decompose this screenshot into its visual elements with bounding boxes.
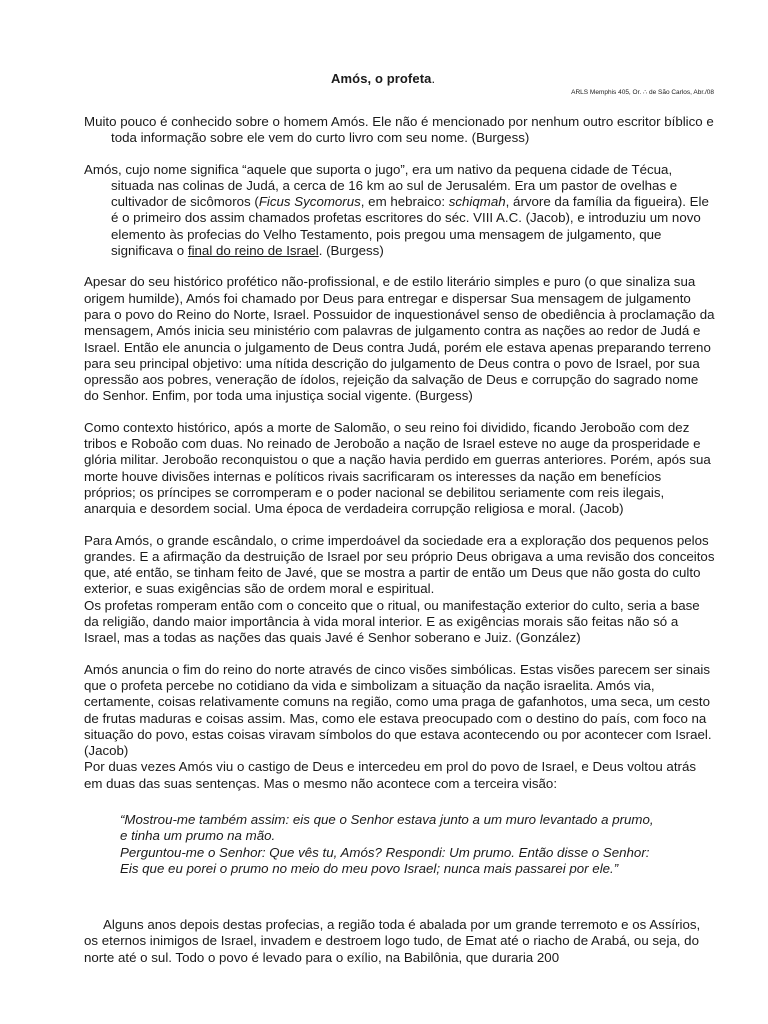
paragraph-biography [84, 162, 716, 260]
biography-text-g: . (Burgess) [318, 243, 384, 259]
biography-underlined-phrase: final do reino de Israel [187, 243, 319, 259]
paragraph-intro: Muito pouco é conhecido sobre o homem Amós. Ele não é mencionado por nenhum outro escritor bíblico e toda informação sobre ele vem do curto livro com seu nome. (Burgess) [84, 114, 714, 146]
biography-text-a: Amós, cujo nome significa “aquele que suporta o jugo”, era um nativo da pequena cidade de Técua, situada nas colinas de Judá, a cerca de 16 km ao sul de Jerusalém. Era um pastor de ovelhas e cultivador de sicômoros ( [84, 161, 678, 210]
paragraph-historical-context: Como contexto histórico, após a morte de Salomão, o seu reino foi dividido, ficando Jeroboão com dez tribos e Roboão com duas. No reinado de Jeroboão a nação de Israel esteve no auge da prosperidade e glória militar. Jeroboão reconquistou o que a nação havia perdido em guerras anteriores. Porém, após sua morte houve divisões internas e políticos rivais sacrificaram os interesses da nação em benefícios próprios; os príncipes se corromperam e o poder nacional se debilitou seriamente com reis ilegais, anarquia e desordem social. Uma época de verdadeira corrupção religiosa e moral. (Jacob) [84, 419, 711, 517]
paragraph-intercession: Por duas vezes Amós viu o castigo de Deus e intercedeu em prol do povo de Israel, e Deus voltou atrás em duas das suas sentenças. Mas o mesmo não acontece com a terceira visão: [84, 759, 696, 791]
quote-line-2: Perguntou-me o Senhor: Que vês tu, Amós? Respondi: Um prumo. Então disse o Senhor: Eis que eu porei o prumo no meio do meu povo Israel; nunca mais passarei por ele.” [120, 844, 650, 876]
paragraph-ministry: Apesar do seu histórico profético não-profissional, e de estilo literário simples e puro (o que sinaliza sua origem humilde), Amós foi chamado por Deus para entregar e dispersar Sua mensagem de julgamento para o povo do Reino do Norte, Israel. Possuidor de inquestionável senso de obediência à proclamação da mensagem, Amós inicia seu ministério com palavras de julgamento contra as nações ao redor de Judá e Israel. Então ele anuncia o julgamento de Deus contra Judá, porém ele estava apenas preparando terreno para seu principal objetivo: uma nítida descrição do julgamento de Deus contra o povo de Israel, por sua opressão aos pobres, veneração de ídolos, rejeição da salvação de Deus e corrupção do sagrado nome do Senhor. Enfim, por toda uma injustiça social vigente. (Burgess) [84, 274, 715, 404]
scripture-quote [120, 812, 660, 877]
biography-hebrew-name: schiqmah [448, 194, 506, 210]
document-reference: ARLS Memphis 405, Or. ∴ de São Carlos, Abr./08 [571, 89, 714, 96]
document-body [84, 114, 716, 981]
quote-line-1: “Mostrou-me também assim: eis que o Senhor estava junto a um muro levantado a prumo, e tinha um prumo na mão. [120, 811, 654, 844]
biography-latin-name: Ficus Sycomorus [258, 194, 361, 210]
title-text: Amós, o profeta [331, 71, 432, 86]
biography-text-e: , árvore da família da figueira). Ele é o primeiro dos assim chamados profetas escritores do séc. VIII A.C. (Jacob), e introduziu um novo elemento às profecias do Velho Testamento, pois pregou uma mensagem de julgamento, que significava o [111, 194, 709, 259]
paragraph-scandal: Para Amós, o grande escândalo, o crime imperdoável da sociedade era a exploração dos pequenos pelos grandes. E a afirmação da destruição de Israel por seu próprio Deus obrigava a uma revisão dos conceitos que, até então, se tinham feito de Javé, que se mostra a partir de então um Deus que não gosta do culto exterior, e suas exigências são de ordem moral e espiritual. [84, 532, 715, 597]
document-title [331, 71, 435, 86]
title-row [0, 71, 768, 96]
biography-text-c: , em hebraico: [360, 194, 449, 210]
title-period: . [431, 71, 436, 86]
paragraph-prophets: Os profetas romperam então com o conceito que o ritual, ou manifestação exterior do culto, seria a base da religião, dando maior importância à vida moral interior. E as exigências morais são feitas não só a Israel, mas a todas as nações das quais Javé é Senhor soberano e Juiz. (González) [84, 597, 700, 646]
paragraph-aftermath: Alguns anos depois destas profecias, a região toda é abalada por um grande terremoto e os Assírios, os eternos inimigos de Israel, invadem e destroem logo tudo, de Emat até o riacho de Arabá, ou seja, do norte até o sul. Todo o povo é levado para o exílio, na Babilônia, que duraria 200 [84, 917, 701, 965]
paragraph-visions: Amós anuncia o fim do reino do norte através de cinco visões simbólicas. Estas visões parecem ser sinais que o profeta percebe no cotidiano da vida e simbolizam a situação da nação israelita. Amós via, certamente, coisas relativamente comuns na região, como uma praga de gafanhotos, uma seca, um cesto de frutas maduras e coisas assim. Mas, como ele estava preocupado com o destino do país, com foco na situação do povo, estas coisas viravam símbolos do que estava acontecendo ou por acontecer com Israel. (Jacob) [84, 661, 712, 759]
